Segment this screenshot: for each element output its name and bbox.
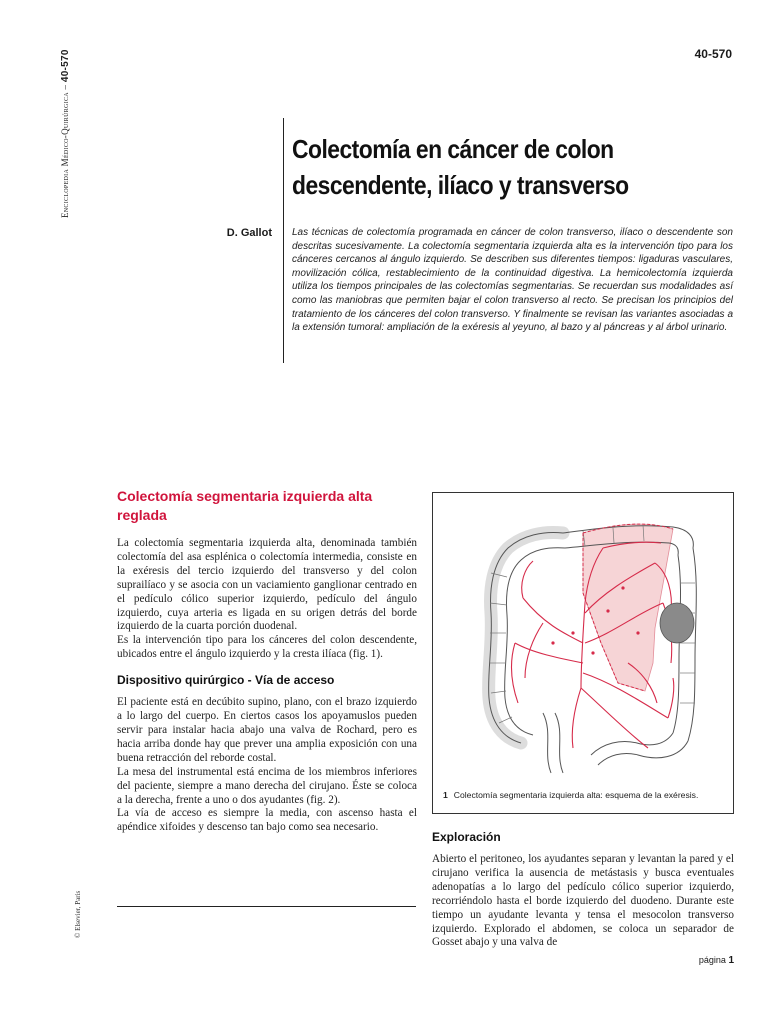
figure-1 <box>432 492 734 814</box>
journal-separator: – <box>60 82 70 93</box>
figure-number: 1 <box>443 790 448 800</box>
subsection-paragraph: La mesa del instrumental está encima de los miembros inferiores del paciente, siempre a mano derecha del cirujano. Éste se coloca a la derecha, frente a uno o dos ayudantes (fig. 2). <box>117 765 417 806</box>
page-label: página <box>698 955 726 965</box>
article-title: Colectomía en cáncer de colon descendente, ilíaco y transverso <box>292 134 629 200</box>
tumor-mass <box>660 603 694 643</box>
section-title: Colectomía segmentaria izquierda alta reglada <box>117 488 373 523</box>
page-code: 40-570 <box>694 47 732 61</box>
resection-zone <box>583 524 673 691</box>
journal-name: Enciclopedia Médico-Quirúrgica <box>60 92 70 218</box>
page-number-value: 1 <box>728 955 734 966</box>
right-column <box>432 829 734 950</box>
article-author: D. Gallot <box>226 227 272 239</box>
subsection-title: Dispositivo quirúrgico - Vía de acceso <box>117 673 335 688</box>
descending-colon <box>688 548 696 741</box>
section-paragraph: Es la intervención tipo para los cánceres del colon descendente, ubicados entre el ángulo izquierdo y la cresta ilíaca (fig. 1). <box>117 634 417 661</box>
copyright-note: © Elsevier, Paris <box>74 890 82 938</box>
column-rule <box>117 906 416 907</box>
title-divider <box>283 118 284 363</box>
section-paragraph: La colectomía segmentaria izquierda alta, denominada también colectomía del asa esplénica o colectomía intermedia, consiste en la exéresis del tercio izquierdo del transverso y del colon suprailíaco y se asocia con un vaciamiento ganglionar centrado en el pedículo cólico superior izquierdo, pedículo del ángulo izquierdo, cuya arteria es ligada en su origen detrás del borde izquierdo de la cuarta porción duodenal. <box>117 537 417 633</box>
page-number <box>699 955 734 966</box>
figure-caption <box>443 790 727 800</box>
subsection-title: Exploración <box>432 830 501 844</box>
article-abstract: Las técnicas de colectomía programada en cáncer de colon transverso, ilíaco o descendente son descritas sucesivamente. La colectomía segmentaria izquierda alta es la intervención tipo para los cánceres cercanos al ángulo izquierdo. Se describen sus diferentes tiempos: ligaduras vasculares, movilización cólica, restablecimiento de la continuidad digestiva. La hemicolectomía izquierda utiliza los tiempos principales de las colectomías segmentarias. Se recuerdan sus modalidades así como las maniobras que permiten bajar el colon transverso al recto. Se precisan los principios del tratamiento de los cánceres del colon transverso. Y finalmente se revisan las variantes asociadas a la extensión tumoral: ampliación de la exéresis al yeyuno, al bazo y al páncreas y al árbol urinario. <box>292 227 733 334</box>
side-journal-label <box>60 49 71 218</box>
ascending-colon <box>489 533 563 743</box>
subsection-paragraph: Abierto el peritoneo, los ayudantes separan y levantan la pared y el cirujano verifica la ausencia de metástasis y busca eventuales adenopatías a lo largo del pedículo cólico superior izquierdo, recorriéndolo hasta el borde izquierdo del duodeno. Durante este tiempo un ayudante levanta y tensa el mesocolon transverso izquierdo. Explorado el abdomen, se coloca un separador de Gosset abajo y una valva de <box>432 853 734 949</box>
subsection-paragraph: La vía de acceso es siempre la media, con ascenso hasta el apéndice xifoides y descenso tan bajo como sea necesario. <box>117 807 417 834</box>
figure-caption-text: Colectomía segmentaria izquierda alta: esquema de la exéresis. <box>453 790 699 800</box>
left-column <box>117 487 417 835</box>
small-bowel-stub <box>543 713 551 773</box>
subsection-paragraph: El paciente está en decúbito supino, plano, con el brazo izquierdo a lo largo del cuerpo. En ciertos casos los apoyamuslos pueden servir para instalar hacia abajo una valva de Rochard, pero es hacia arriba donde hay que prever una amplia exposición con una buena retracción del reborde costal. <box>117 696 417 764</box>
colon-diagram <box>433 493 733 783</box>
journal-code: 40-570 <box>60 49 71 83</box>
